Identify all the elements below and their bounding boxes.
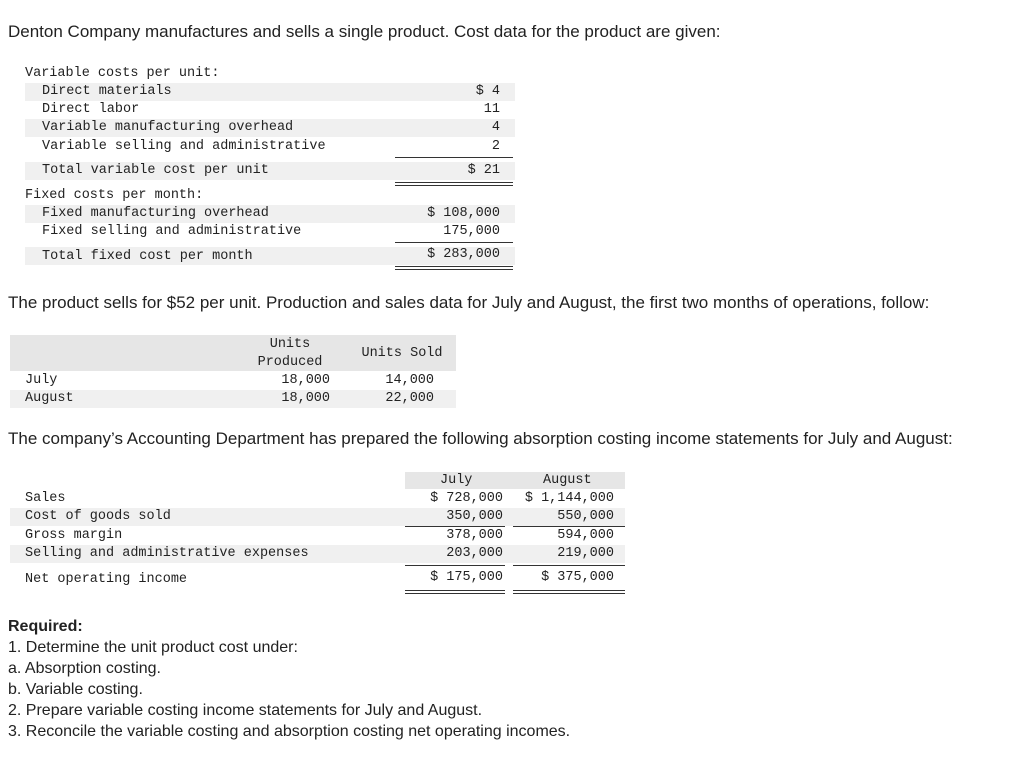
required-line: 1. Determine the unit product cost under: [8,639,298,656]
income-row-july: $ 175,000 [430,570,503,585]
units-row-month: July [25,373,58,388]
subtotal-rule [405,565,505,566]
col-units-sold: Units Sold [361,346,443,361]
income-row-july: 378,000 [446,528,503,543]
income-row-label: Gross margin [25,528,123,543]
sales-text: The product sells for $52 per unit. Production and sales data for July and August, the first two months of operations, follow: [8,293,930,312]
income-row-august: 219,000 [557,546,614,561]
cost-row-label: Direct materials [42,84,172,99]
units-row-produced: 18,000 [281,391,330,406]
total-variable-label: Total variable cost per unit [42,163,269,178]
double-rule [395,269,513,270]
units-row-produced: 18,000 [281,373,330,388]
col-august: August [543,473,592,488]
cost-row-label: Variable manufacturing overhead [42,120,294,135]
units-row-sold: 14,000 [385,373,434,388]
double-rule [395,185,513,186]
income-row-august: $ 1,144,000 [524,491,614,506]
col-july: July [440,473,473,488]
double-rule [395,266,513,267]
units-row-sold: 22,000 [385,391,434,406]
col-units-produced: Units Produced [257,337,323,370]
income-row-label: Sales [25,491,66,506]
absorption-text: The company’s Accounting Department has prepared the following absorption costing income statements for July and August: [8,429,953,448]
income-row-july: 350,000 [446,509,503,524]
total-fixed-label: Total fixed cost per month [42,249,253,264]
required-title: Required: [8,618,83,635]
double-rule [513,593,625,594]
required-line: 3. Reconcile the variable costing and absorption costing net operating incomes. [8,723,571,740]
cost-row-value: 11 [483,102,500,117]
double-rule [405,590,505,591]
income-row-august: 594,000 [557,528,614,543]
double-rule [395,182,513,183]
income-row-label: Cost of goods sold [25,509,171,524]
income-row-july: 203,000 [446,546,503,561]
double-rule [405,593,505,594]
required-line: a. Absorption costing. [8,660,161,677]
double-rule [513,590,625,591]
subtotal-rule [395,157,513,158]
cost-row-label: Fixed manufacturing overhead [42,206,269,221]
income-row-label: Selling and administrative expenses [25,546,309,561]
cost-row-label: Variable selling and administrative [42,139,326,154]
variable-costs-header: Variable costs per unit: [25,66,220,81]
total-variable-value: $ 21 [467,163,500,178]
fixed-costs-header: Fixed costs per month: [25,188,204,203]
cost-row-value: 175,000 [443,224,500,239]
cost-row-value: $ 108,000 [427,206,500,221]
subtotal-rule [395,242,513,243]
cost-row-value: 2 [491,139,500,154]
cost-row-value: 4 [491,120,500,135]
income-row-july: $ 728,000 [430,491,503,506]
intro-text: Denton Company manufactures and sells a single product. Cost data for the product are given: [8,22,721,41]
income-header [405,472,625,489]
cost-row-label: Fixed selling and administrative [42,224,302,239]
income-row-august: 550,000 [557,509,614,524]
cost-row-value: $ 4 [475,84,500,99]
required-section [8,616,570,742]
income-row-label: Net operating income [25,572,188,587]
total-fixed-value: $ 283,000 [427,247,500,262]
required-line: 2. Prepare variable costing income statements for July and August. [8,702,483,719]
cost-row-label: Direct labor [42,102,140,117]
subtotal-rule [513,565,625,566]
income-row-august: $ 375,000 [541,570,614,585]
units-row-month: August [25,391,74,406]
required-line: b. Variable costing. [8,681,143,698]
